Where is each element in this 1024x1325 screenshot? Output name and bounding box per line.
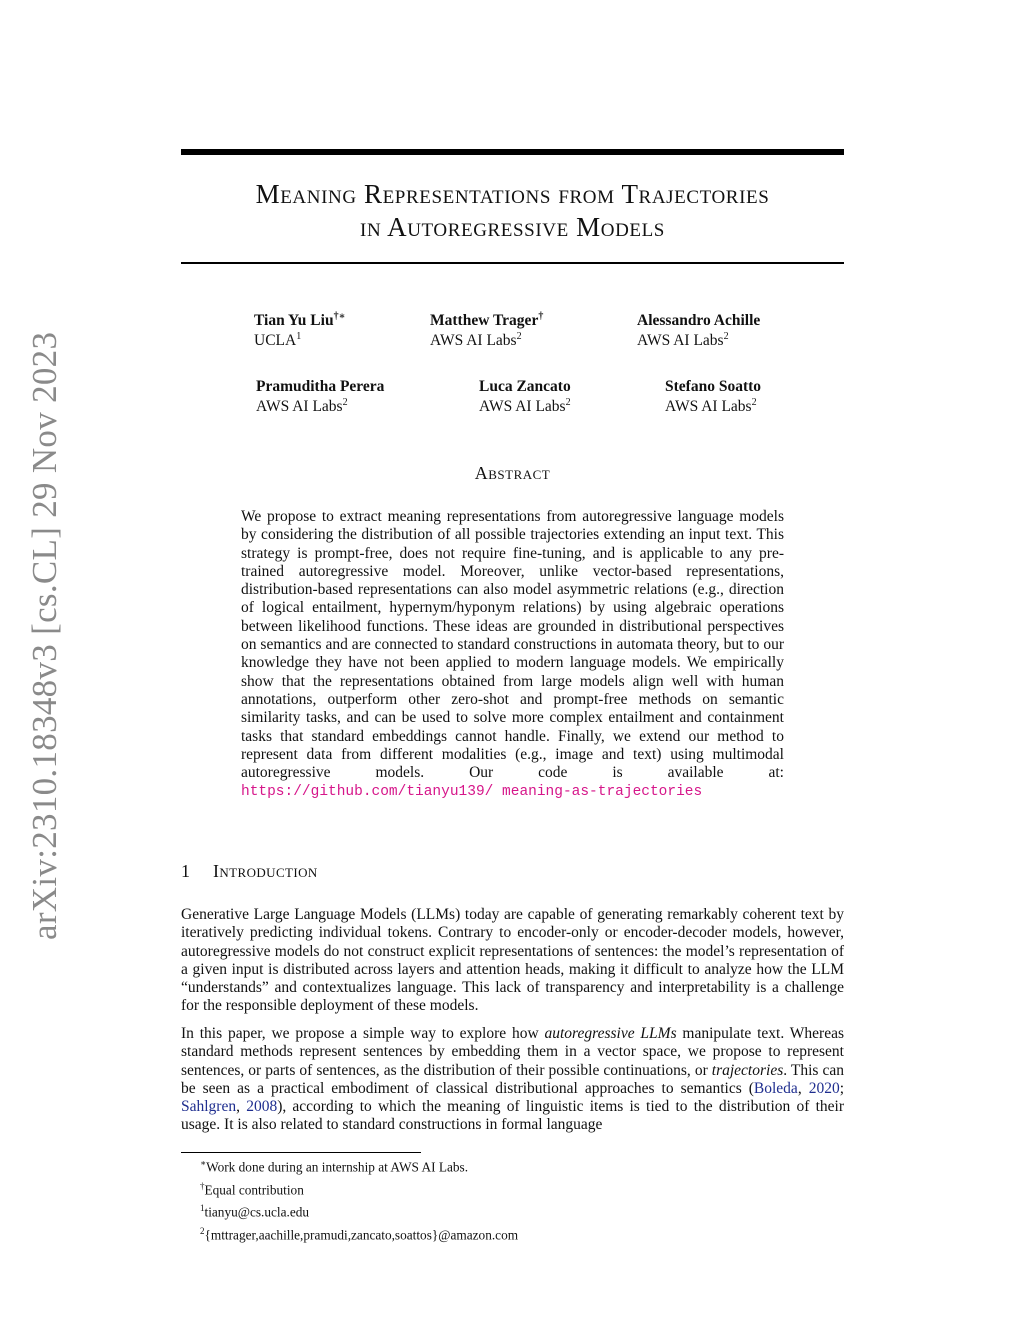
title-line-2: in Autoregressive Models [360,212,665,242]
intro-paragraph-2: In this paper, we propose a simple way to explore how autoregressive LLMs manipulate text. Whereas standard methods represent sentences by embedding them in a vector space, we propose to represent sentences, or parts of sentences, as the distribution of their possible continuations, or trajectories. This can be seen as a practical embodiment of classical distributional approaches to semantics (Boleda, 2020; Sahlgren, 2008), according to which the meaning of linguistic items is tied to the distribution of their usage. It is also related to standard constructions in formal language [181,1025,845,1134]
author-affiliation: AWS AI Labs$^2$ [665,396,757,415]
emphasis: trajectories [711,1061,784,1079]
author-affiliation: AWS AI Labs$^2$ [637,330,729,349]
footnote: $^2${mttrager,aachille,pramudi,zancato,soattos}@amazon.com [200,1225,519,1243]
author-name: Alessandro Achille [637,312,761,329]
author-block [430,311,543,351]
citation-link[interactable]: 2020 [808,1079,840,1097]
citation-link[interactable]: 2008 [246,1098,278,1116]
paper-title [181,178,844,244]
author-name: Stefano Soatto [665,378,762,395]
title-rule-bottom [181,262,844,264]
author-affiliation: AWS AI Labs$^2$ [256,396,348,415]
abstract-body [241,508,784,802]
author-block [665,377,761,417]
author-name: Luca Zancato [479,378,571,395]
author-name: Pramuditha Perera [256,378,385,395]
author-affiliation: AWS AI Labs$^2$ [479,396,571,415]
emphasis: autoregressive LLMs [544,1025,677,1042]
citation-link[interactable]: Boleda [753,1079,798,1097]
author-block [256,377,384,417]
author-name: Tian Yu Liu†∗ [254,310,346,329]
section-title: Introduction [213,861,318,881]
author-affiliation: UCLA$^1$ [254,330,302,349]
footnotes [200,1154,518,1245]
author-block [637,311,760,351]
footnote: ∗Work done during an internship at AWS AI Labs. [200,1158,469,1175]
abstract-text: We propose to extract meaning representations from autoregressive language models by considering the distribution of all possible trajectories extending an input text. This strategy is prompt-free, does not require fine-tuning, and is applicable to any pre-trained autoregressive model. Moreover, unlike vector-based representations, distribution-based representations can also model asymmetric relations (e.g., direction of logical entailment, hypernym/hyponym relations) by using algebraic operations between likelihood functions. These ideas are grounded in distributional perspectives on semantics and are connected to standard constructions in automata theory, but to our knowledge they have not been applied to modern language models. We empirically show that the representations obtained from large models align well with human annotations, outperform other zero-shot and prompt-free methods on semantic similarity tasks, and can be used to solve more complex entailment and containment tasks that standard embeddings cannot handle. Finally, we extend our method to represent data from different modalities (e.g., image and text) using multimodal autoregressive models. Our code is available at: [241,508,784,782]
title-rule-top [181,149,844,155]
arxiv-stamp: arXiv:2310.18348v3 [cs.CL] 29 Nov 2023 [25,331,64,940]
footnote: $^1$tianyu@cs.ucla.edu [200,1203,310,1220]
abstract-heading: Abstract [474,463,551,483]
intro-paragraph-1: Generative Large Language Models (LLMs) today are capable of generating remarkably coherent text by iteratively predicting individual tokens. Contrary to encoder-only or encoder-decoder models, however, autoregressive models do not construct explicit representations of sentences: the model’s representation of a given input is distributed across layers and attention heads, making it difficult to analyze how the LLM “understands” and contextualizes language. This lack of transparency and interpretability is a challenge for the responsible deployment of these models. [181,906,844,1015]
section-number: 1 [181,861,191,881]
footnote: †Equal contribution [200,1180,304,1198]
code-link[interactable]: https://github.com/tianyu139/ meaning-as-trajectories [241,784,703,801]
title-line-1: Meaning Representations from Trajectories [255,179,770,209]
author-name: Matthew Trager† [430,310,544,329]
author-block [254,311,346,351]
author-affiliation: AWS AI Labs$^2$ [430,330,522,349]
author-block [479,377,571,417]
footnote-rule [181,1152,421,1153]
section-heading [181,861,844,882]
citation-link[interactable]: Sahlgren [181,1098,237,1116]
